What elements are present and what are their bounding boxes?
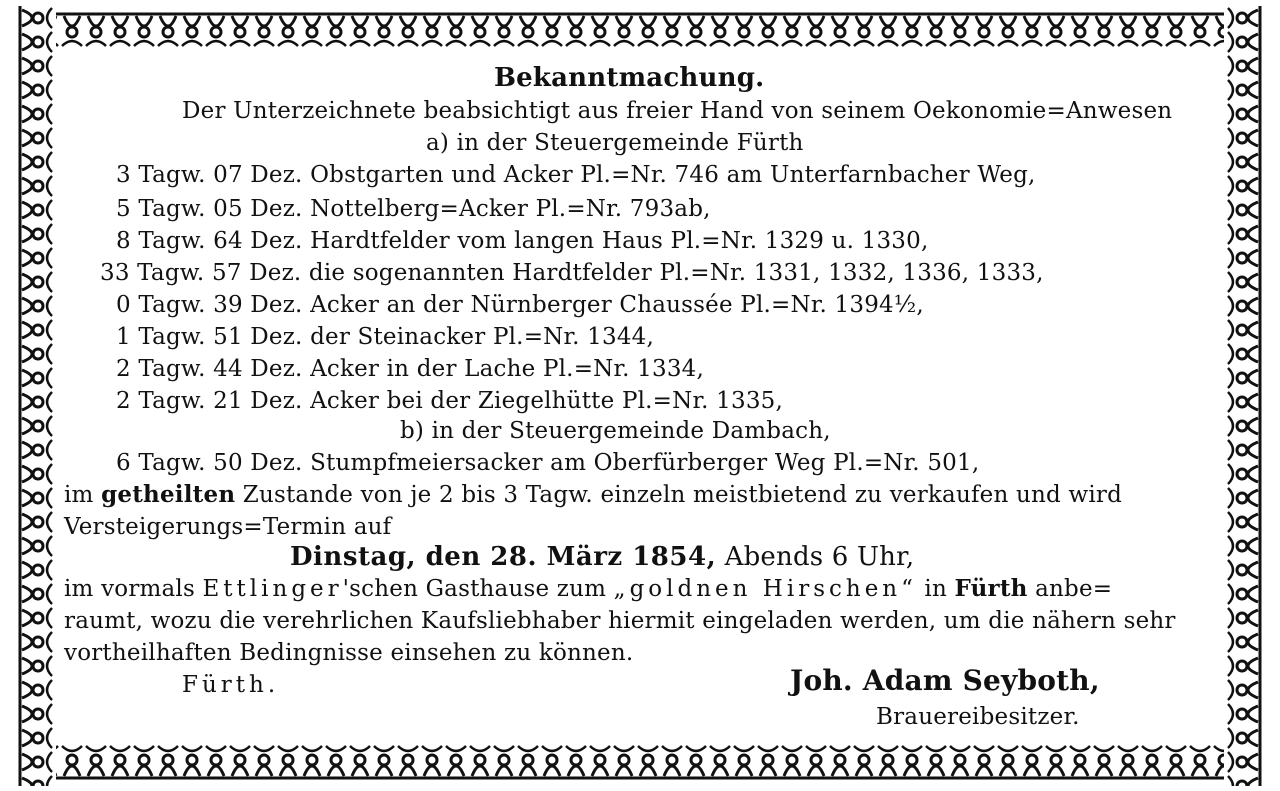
parcel-line: 33 Tagw. 57 Dez. die sogenannten Hardtfelder Pl.=Nr. 1331, 1332, 1336, 1333,	[100, 260, 1044, 286]
ornamental-border-left	[12, 6, 56, 786]
body-line-2: Versteigerungs=Termin auf	[64, 514, 392, 540]
auction-date: Dinstag, den 28. März 1854,	[290, 542, 717, 572]
body-text: in	[924, 576, 947, 602]
emphasis-text: getheilten	[101, 481, 236, 508]
parcel-line: 8 Tagw. 64 Dez. Hardtfelder vom langen Haus Pl.=Nr. 1329 u. 1330,	[116, 228, 929, 254]
body-line-1	[64, 480, 1122, 510]
section-a-heading: a) in der Steuergemeinde Fürth	[426, 130, 804, 156]
place-name: Fürth.	[182, 672, 280, 698]
body-text: 'schen Gasthause zum	[342, 576, 607, 602]
parcel-line: 2 Tagw. 21 Dez. Acker bei der Ziegelhütte Pl.=Nr. 1335,	[116, 388, 784, 414]
body-line-5: raumt, wozu die verehrlichen Kaufsliebhaber hiermit eingeladen werden, um die nähern sehr	[64, 608, 1176, 634]
inn-name: „goldnen Hirschen“	[613, 576, 917, 602]
body-text: anbe=	[1035, 576, 1113, 602]
signature-name: Joh. Adam Seyboth,	[790, 664, 1100, 697]
parcel-line: 6 Tagw. 50 Dez. Stumpfmeiersacker am Oberfürberger Weg Pl.=Nr. 501,	[116, 450, 980, 476]
parcel-line: 2 Tagw. 44 Dez. Acker in der Lache Pl.=Nr. 1334,	[116, 356, 705, 382]
ornamental-border-bottom	[12, 742, 1268, 786]
spaced-name: Ettlinger	[202, 576, 343, 602]
town-name: Fürth	[954, 575, 1028, 602]
body-text: im	[64, 482, 94, 508]
body-text: Zustande von je 2 bis 3 Tagw. einzeln meistbietend zu verkaufen und wird	[242, 482, 1123, 508]
body-line-6: vortheilhaften Bedingnisse einsehen zu können.	[64, 640, 634, 666]
section-b-heading: b) in der Steuergemeinde Dambach,	[400, 418, 831, 444]
body-text: im vormals	[64, 576, 195, 602]
parcel-line: 0 Tagw. 39 Dez. Acker an der Nürnberger Chaussée Pl.=Nr. 1394½,	[116, 292, 924, 318]
parcel-line: 1 Tagw. 51 Dez. der Steinacker Pl.=Nr. 1344,	[116, 324, 655, 350]
auction-date-line	[290, 542, 914, 572]
auction-time: Abends 6 Uhr,	[724, 542, 915, 572]
ornamental-border-top	[12, 6, 1268, 50]
notice-intro: Der Unterzeichnete beabsichtigt aus freier Hand von seinem Oekonomie=Anwesen	[182, 98, 1173, 124]
parcel-line: 3 Tagw. 07 Dez. Obstgarten und Acker Pl.=Nr. 746 am Unterfarnbacher Weg,	[116, 162, 1036, 188]
notice-title: Bekanntmachung.	[494, 63, 765, 93]
body-line-4	[64, 574, 1112, 604]
signature-title: Brauereibesitzer.	[876, 704, 1080, 730]
parcel-line: 5 Tagw. 05 Dez. Nottelberg=Acker Pl.=Nr. 793ab,	[116, 196, 711, 222]
ornamental-border-right	[1224, 6, 1268, 786]
